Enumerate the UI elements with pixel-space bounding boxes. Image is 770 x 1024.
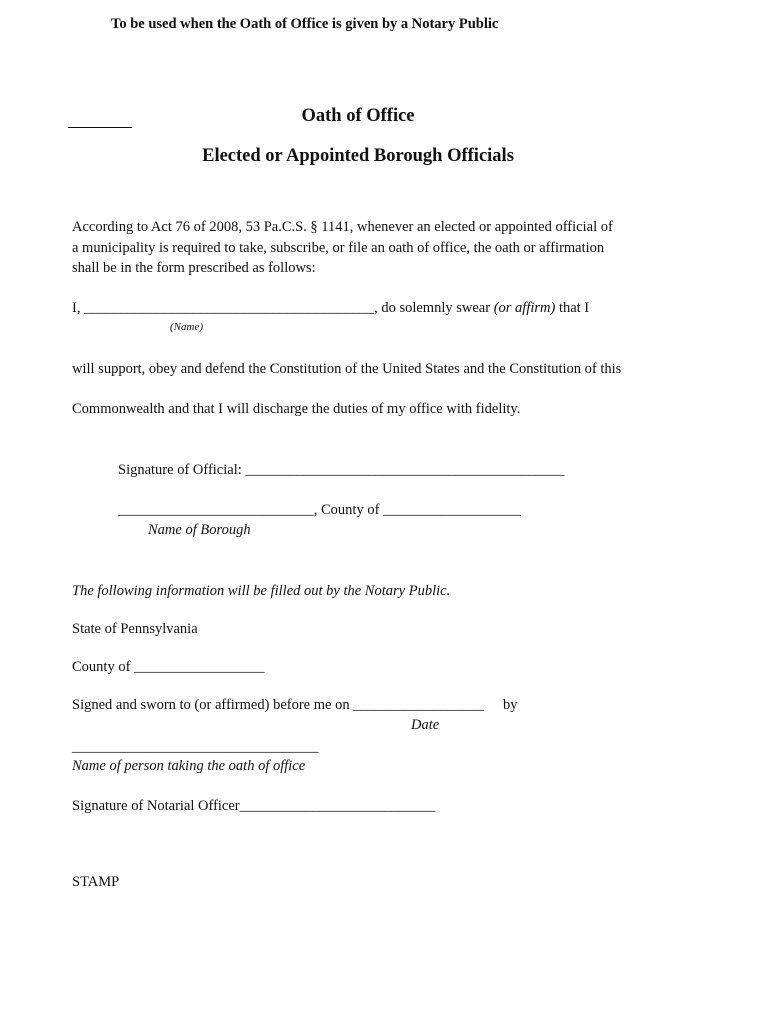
oath-line-3: Commonwealth and that I will discharge the duties of my office with fidelity. bbox=[72, 401, 521, 417]
name-label: (Name) bbox=[170, 321, 203, 333]
person-label: Name of person taking the oath of office bbox=[72, 758, 306, 774]
person-line: __________________________________ bbox=[72, 739, 319, 755]
state-line: State of Pennsylvania bbox=[72, 621, 198, 637]
page-title: Oath of Office bbox=[301, 106, 415, 126]
intro-line-1: According to Act 76 of 2008, 53 Pa.C.S. § 1141, whenever an elected or appointed official of bbox=[72, 219, 613, 235]
sworn-by: by bbox=[503, 697, 518, 713]
sworn-line: Signed and sworn to (or affirmed) before me on __________________ bbox=[72, 697, 484, 713]
oath-line-1-italic: (or affirm) bbox=[493, 300, 556, 316]
intro-line-2: a municipality is required to take, subscribe, or file an oath of office, the oath or affirmation bbox=[72, 239, 605, 256]
intro-line-3: shall be in the form prescribed as follows: bbox=[72, 260, 316, 276]
borough-county-line: ___________________________, County of ___________________ bbox=[118, 502, 521, 518]
intro-paragraph bbox=[72, 217, 672, 279]
oath-line-1-start: I, ________________________________________, do solemnly swear bbox=[72, 300, 494, 316]
date-label: Date bbox=[411, 717, 440, 733]
county-line: County of __________________ bbox=[72, 659, 265, 675]
page-subtitle: Elected or Appointed Borough Officials bbox=[202, 146, 514, 166]
notary-intro: The following information will be filled out by the Notary Public. bbox=[72, 583, 451, 599]
oath-line-1-end: that I bbox=[555, 300, 590, 316]
header-note: To be used when the Oath of Office is given by a Notary Public bbox=[111, 16, 499, 32]
oath-line-2: will support, obey and defend the Constitution of the United States and the Constitution of this bbox=[72, 361, 622, 377]
oath-line-1 bbox=[72, 298, 589, 319]
official-signature-line: Signature of Official: ____________________________________________ bbox=[118, 462, 565, 478]
notarial-signature-line: Signature of Notarial Officer___________________________ bbox=[72, 798, 436, 814]
blank-line bbox=[68, 127, 132, 128]
stamp-label: STAMP bbox=[72, 874, 120, 890]
borough-label: Name of Borough bbox=[148, 522, 251, 538]
